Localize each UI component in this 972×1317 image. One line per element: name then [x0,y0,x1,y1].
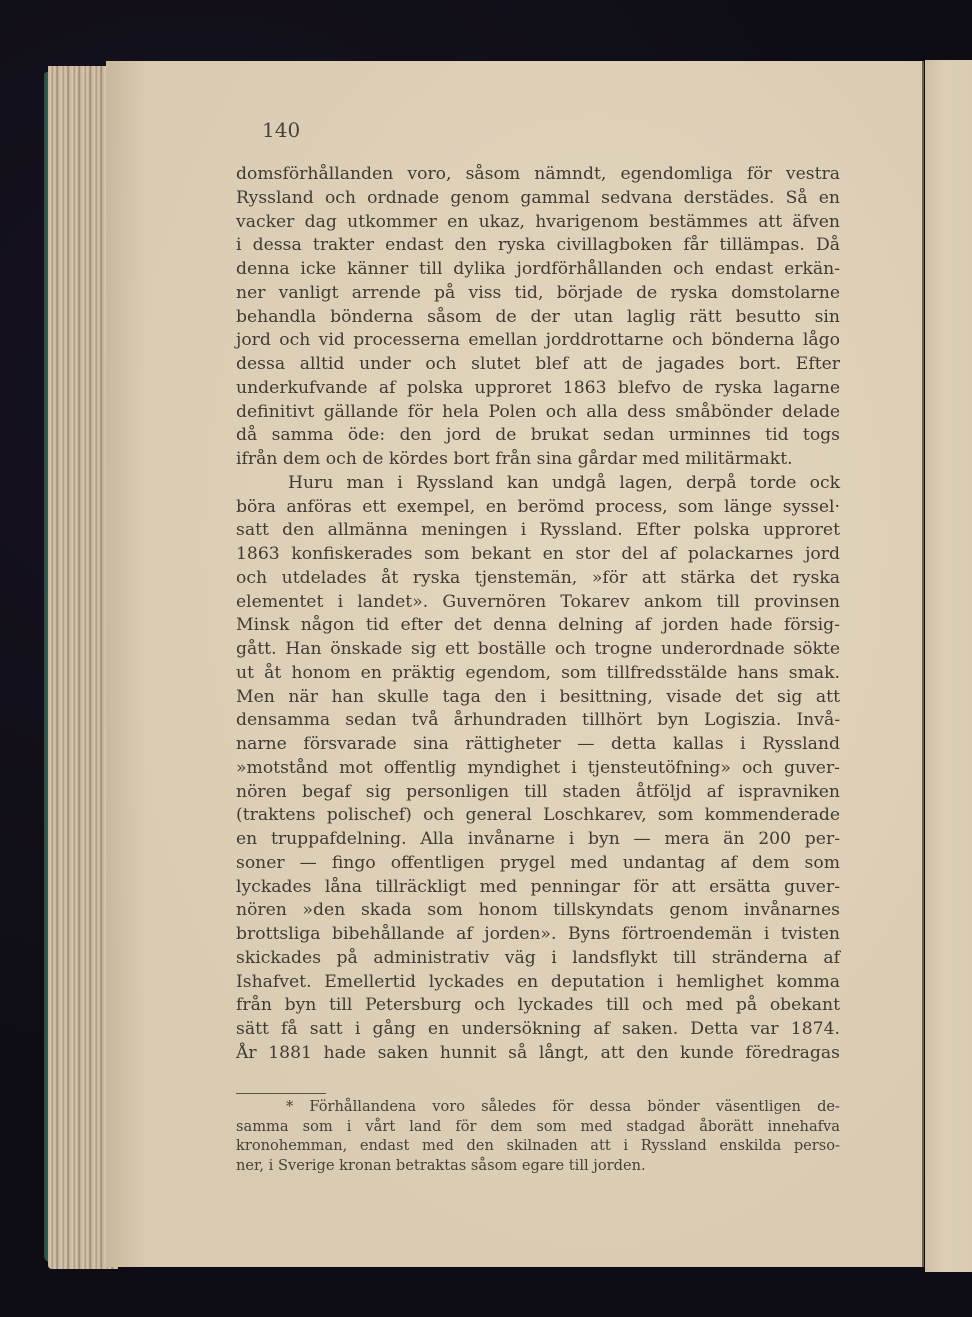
text-line: domsförhållanden voro, såsom nämndt, egendomliga för vestra [236,164,840,184]
text-line: Ryssland och ordnade genom gammal sedvana derstädes. Så en [236,187,840,208]
text-line: nören »den skada som honom tillskyndats genom invånarnes [236,900,840,921]
footnote-separator [236,1093,326,1094]
text-line: ifrån dem och de kördes bort från sina gårdar med militärmakt. [236,449,793,469]
text-line: ner vanligt arrende på viss tid, började de ryska domstolarne [236,282,840,303]
text-line: ut åt honom en präktig egendom, som tillfredsstälde hans smak. [236,662,840,683]
text-line: År 1881 hade saken hunnit så långt, att den kunde föredragas [236,1042,840,1063]
text-line: Minsk någon tid efter det denna delning af jorden hade försig- [236,615,840,636]
page-number: 140 [262,118,301,142]
text-line: narne försvarade sina rättigheter — detta kallas i Ryssland [236,734,840,754]
text-line: gått. Han önskade sig ett boställe och trogne underordnade sökte [236,639,840,659]
text-line: soner — fingo offentligen prygel med undantag af dem som [236,852,840,873]
text-line: densamma sedan två århundraden tillhört byn Logiszia. Invå- [236,710,840,731]
text-line: från byn till Petersburg och lyckades till och med på obekant [236,995,840,1016]
text-line: skickades på administrativ väg i landsflykt till stränderna af [236,947,840,968]
text-line: lyckades låna tillräckligt med penningar för att ersätta guver- [236,876,840,897]
facing-page-edge [925,60,972,1272]
text-line: en truppafdelning. Alla invånarne i byn — mera än 200 per- [236,829,840,849]
text-line: i dessa trakter endast den ryska civillagboken får tillämpas. Då [236,235,840,256]
text-line: dessa alltid under och slutet blef att de jagades bort. Efter [236,354,840,374]
text-line: denna icke känner till dylika jordförhållanden och endast erkän- [236,259,840,279]
text-line: (traktens polischef) och general Loschkarev, som kommenderade [236,805,840,826]
footnote-line: * Förhållandena voro således för dessa bönder väsentligen de- [286,1098,840,1115]
footnote-line: kronohemman, endast med den skilnaden att i Ryssland enskilda perso- [236,1137,840,1154]
text-line: och utdelades åt ryska tjenstemän, »för att stärka det ryska [236,567,840,588]
text-line: definitivt gällande för hela Polen och alla dess småbönder delade [236,401,840,422]
footnote-line: ner, i Sverige kronan betraktas såsom egare till jorden. [236,1156,646,1174]
footnote-line: samma som i vårt land för dem som med stadgad åborätt innehafva [236,1117,840,1135]
text-line: sätt få satt i gång en undersökning af saken. Detta var 1874. [236,1019,840,1039]
text-line: nören begaf sig personligen till staden åtföljd af ispravniken [236,781,840,802]
footnote [236,1097,840,1175]
text-line: vacker dag utkommer en ukaz, hvarigenom bestämmes att äfven [236,211,840,232]
body-text [236,163,840,1066]
text-line: behandla bönderna såsom de der utan laglig rätt besutto sin [236,306,840,327]
text-line: satt den allmänna meningen i Ryssland. Efter polska upproret [236,520,840,541]
text-line: böra anföras ett exempel, en berömd process, som länge syssel· [236,496,840,517]
text-line: Men när han skulle taga den i besittning, visade det sig att [236,686,840,707]
text-line: Ishafvet. Emellertid lyckades en deputation i hemlighet komma [236,971,840,992]
text-line: jord och vid processerna emellan jorddrottarne och bönderna lågo [236,330,840,351]
text-line: Huru man i Ryssland kan undgå lagen, derpå torde ock [288,472,840,493]
text-line: brottsliga bibehållande af jorden». Byns förtroendemän i tvisten [236,924,840,944]
text-line: underkufvande af polska upproret 1863 blefvo de ryska lagarne [236,377,840,398]
text-line: 1863 konfiskerades som bekant en stor del af polackarnes jord [236,544,840,564]
text-line: då samma öde: den jord de brukat sedan urminnes tid togs [236,425,840,446]
text-line: »motstånd mot offentlig myndighet i tjensteutöfning» och guver- [236,757,840,778]
text-line: elementet i landet». Guvernören Tokarev ankom till provinsen [236,591,840,612]
